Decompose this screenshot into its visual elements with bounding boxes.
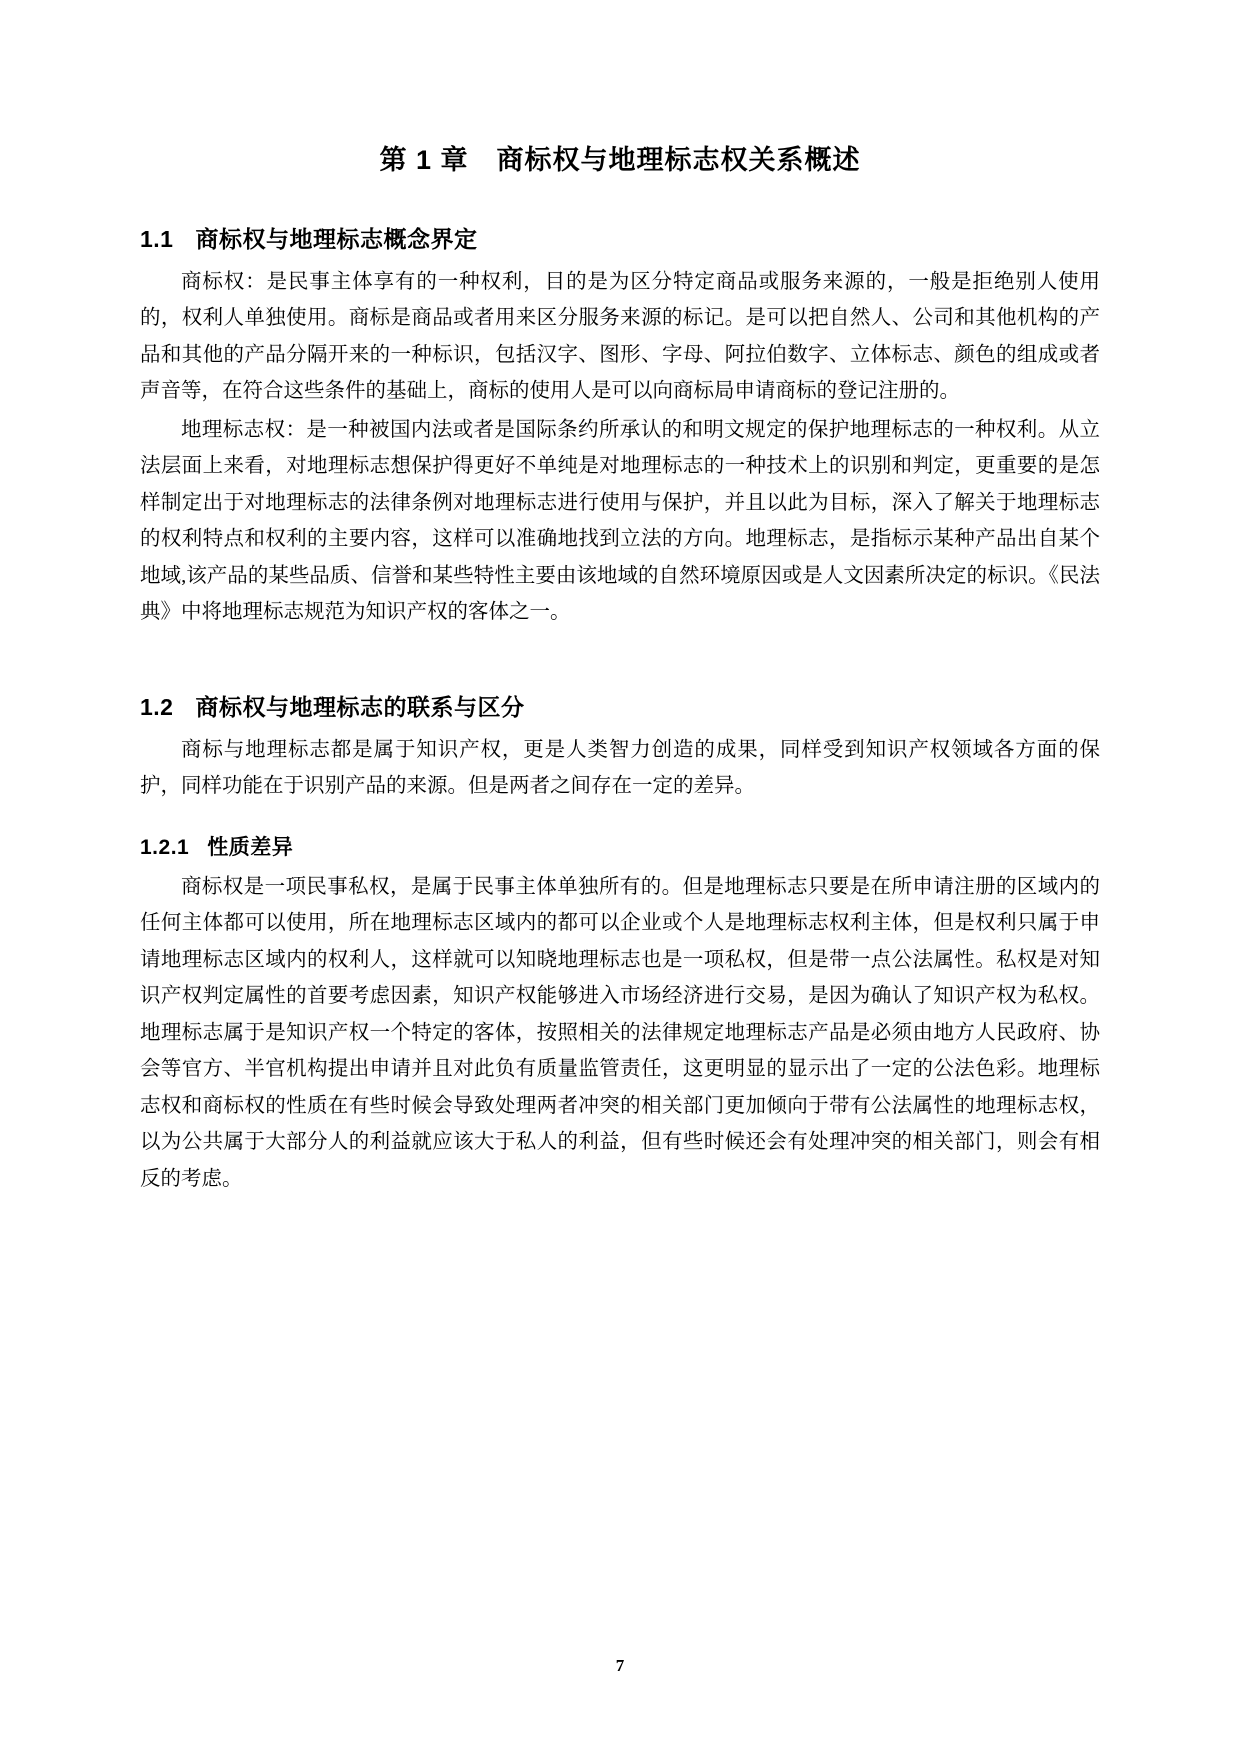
paragraph: 商标与地理标志都是属于知识产权，更是人类智力创造的成果，同样受到知识产权领域各方面的保护，同样功能在于识别产品的来源。但是两者之间存在一定的差异。	[140, 738, 1100, 798]
section-heading-1-1	[140, 221, 1100, 254]
section-number: 1.2	[140, 693, 174, 720]
chapter-title: 第 1 章 商标权与地理标志权关系概述	[379, 145, 861, 175]
section-number: 1.2.1	[140, 835, 190, 859]
paragraph: 商标权：是民事主体享有的一种权利，目的是为区分特定商品或服务来源的，一般是拒绝别人使用的，权利人单独使用。商标是商品或者用来区分服务来源的标记。是可以把自然人、公司和其他机构的产品和其他的产品分隔开来的一种标识，包括汉字、图形、字母、阿拉伯数字、立体标志、颜色的组成或者声音等，在符合这些条件的基础上，商标的使用人是可以向商标局申请商标的登记注册的。	[140, 271, 1100, 403]
section-title: 商标权与地理标志概念界定	[195, 226, 478, 252]
paragraph: 地理标志权：是一种被国内法或者是国际条约所承认的和明文规定的保护地理标志的一种权利。从立法层面上来看，对地理标志想保护得更好不单纯是对地理标志的一种技术上的识别和判定，更重要的是怎样制定出于对地理标志的法律条例对地理标志进行使用与保护，并且以此为目标，深入了解关于地理标志的权利特点和权利的主要内容，这样可以准确地找到立法的方向。地理标志，是指标示某种产品出自某个地域,该产品的某些品质、信誉和某些特性主要由该地域的自然环境原因或是人文因素所决定的标识。《民法典》中将地理标志规范为知识产权的客体之一。	[140, 418, 1100, 624]
section-spacer	[140, 633, 1100, 659]
section-number: 1.1	[140, 226, 174, 252]
paragraph: 商标权是一项民事私权，是属于民事主体单独所有的。但是地理标志只要是在所申请注册的区域内的任何主体都可以使用，所在地理标志区域内的都可以企业或个人是地理标志权利主体，但是权利只属于申请地理标志区域内的权利人，这样就可以知晓地理标志也是一项私权，但是带一点公法属性。私权是对知识产权判定属性的首要考虑因素，知识产权能够进入市场经济进行交易，是因为确认了知识产权为私权。地理标志属于是知识产权一个特定的客体，按照相关的法律规定地理标志产品是必须由地方人民政府、协会等官方、半官机构提出申请并且对此负有质量监管责任，这更明显的显示出了一定的公法色彩。地理标志权和商标权的性质在有些时候会导致处理两者冲突的相关部门更加倾向于带有公法属性的地理标志权，以为公共属于大部分人的利益就应该大于私人的利益，但有些时候还会有处理冲突的相关部门，则会有相反的考虑。	[140, 875, 1100, 1190]
page-number: 7	[615, 1656, 625, 1675]
section-title: 性质差异	[207, 835, 294, 859]
section-heading-1-2	[140, 689, 1100, 722]
section-heading-1-2-1	[140, 831, 1100, 861]
section-title: 商标权与地理标志的联系与区分	[195, 693, 525, 720]
